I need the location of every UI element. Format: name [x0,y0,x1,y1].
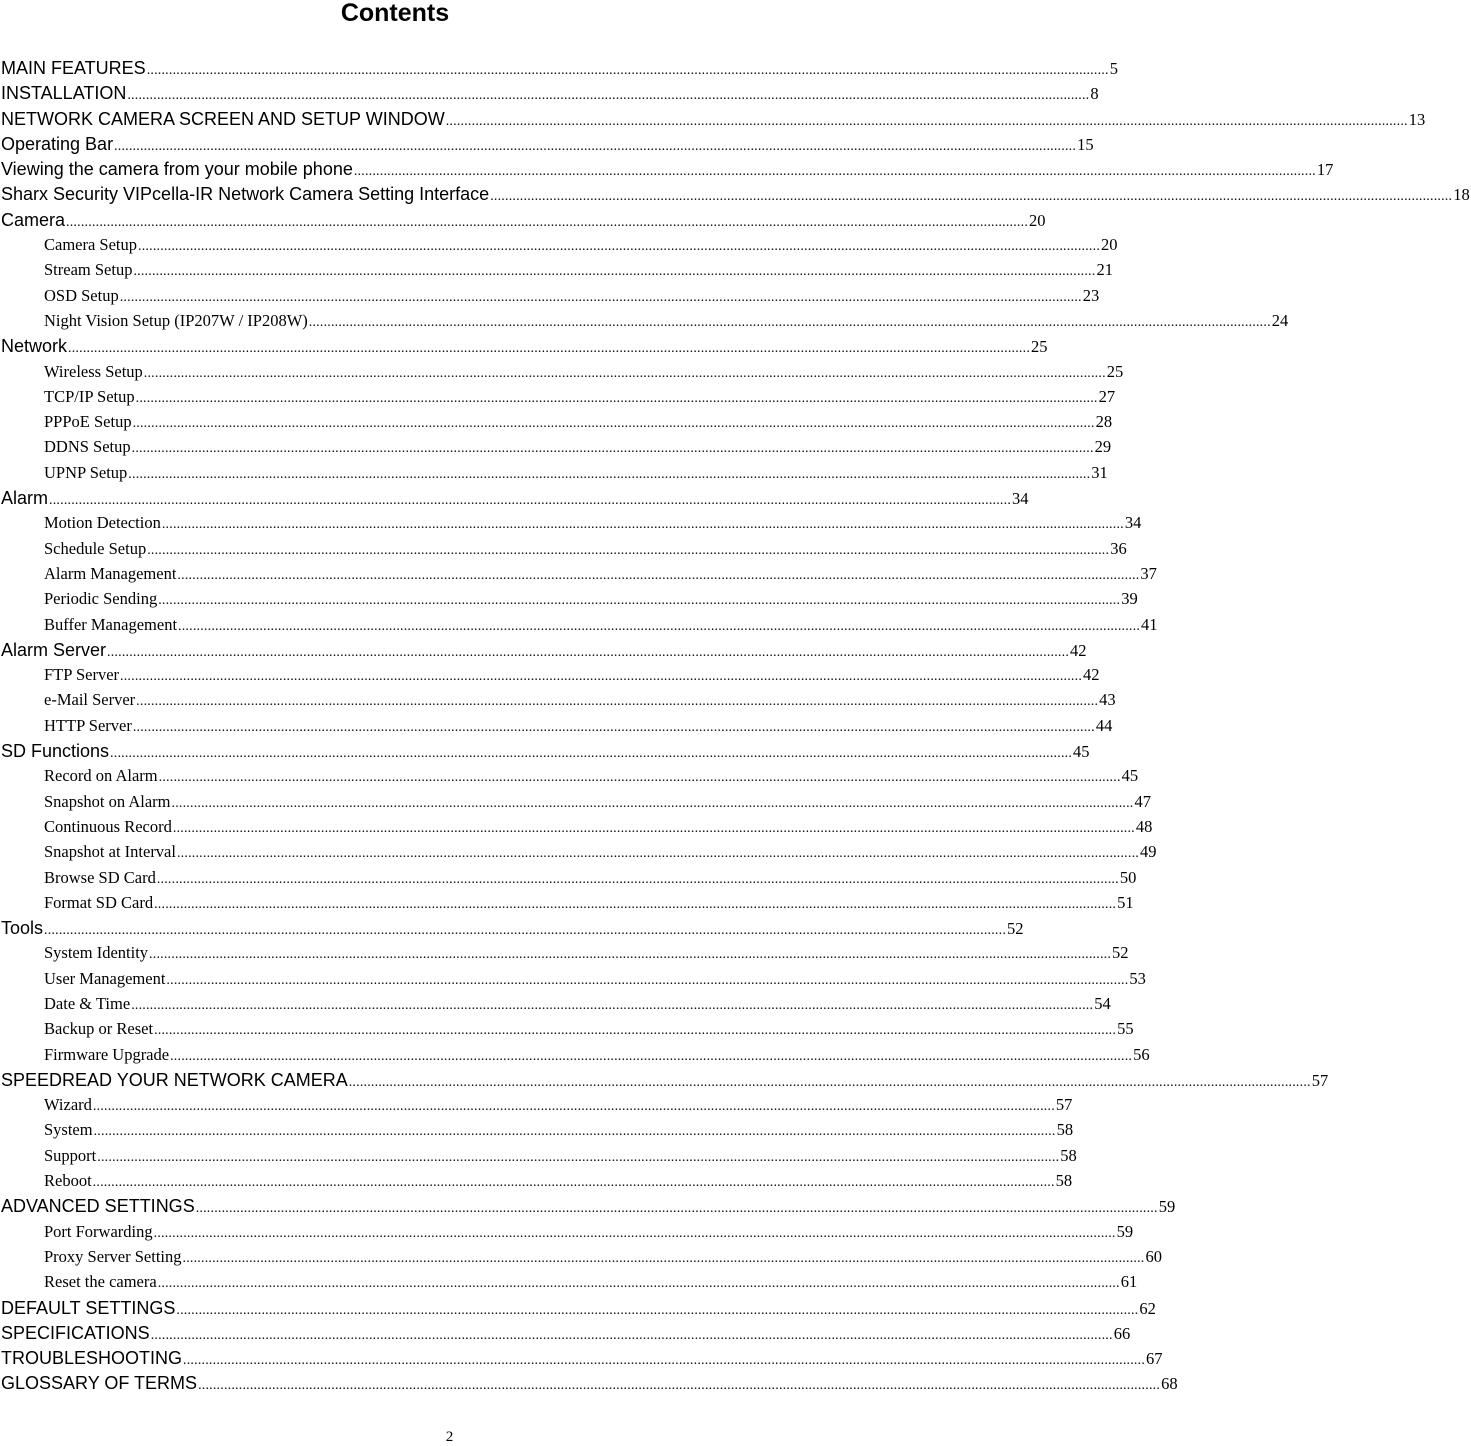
toc-subsection-entry[interactable] [0,614,1158,640]
toc-subsection-entry[interactable] [0,943,1129,968]
toc-entry-page: 42 [1083,665,1100,685]
toc-entry-page: 47 [1134,791,1151,811]
toc-entry-label: Support [44,1145,97,1165]
toc-entry-label: User Management [44,968,166,988]
toc-entry-page: 48 [1135,816,1153,836]
toc-entry-label: Continuous Record [44,816,172,836]
toc-dot-leader: .................................................................................................................................................................................................................................................................... [156,871,1119,887]
toc-entry-label: PPPoE Setup [44,412,132,432]
toc-subsection-entry[interactable] [0,386,1116,412]
toc-entry-label: Alarm Management [44,563,177,583]
toc-subsection-entry[interactable] [0,437,1112,462]
toc-dot-leader: .................................................................................................................................................................................................................................................................... [107,644,1070,660]
toc-entry-page: 66 [1113,1323,1131,1343]
toc-dot-leader: .................................................................................................................................................................................................................................................................... [161,517,1124,533]
toc-subsection-entry[interactable] [0,665,1100,690]
toc-subsection-entry[interactable] [0,968,1146,994]
toc-entry-label: Alarm [1,488,49,509]
toc-section-entry[interactable] [0,108,1426,134]
toc-entry-page: 61 [1120,1272,1138,1292]
toc-entry-label: Snapshot at Interval [44,842,176,862]
toc-dot-leader: .................................................................................................................................................................................................................................................................... [308,314,1271,330]
toc-dot-leader: .................................................................................................................................................................................................................................................................... [68,341,1031,357]
toc-subsection-entry[interactable] [0,1272,1138,1297]
toc-entry-label: Schedule Setup [44,538,147,558]
toc-dot-leader: .................................................................................................................................................................................................................................................................... [178,618,1141,634]
toc-entry-page: 24 [1271,310,1289,330]
toc-entry-page: 17 [1316,160,1334,180]
toc-subsection-entry[interactable] [0,1246,1162,1272]
toc-entry-page: 59 [1158,1197,1176,1217]
toc-entry-label: INSTALLATION [1,83,127,104]
toc-entry-page: 36 [1110,538,1127,558]
toc-subsection-entry[interactable] [0,715,1113,741]
toc-entry-page: 13 [1408,109,1426,129]
toc-entry-page: 45 [1121,766,1139,786]
toc-entry-label: Reboot [44,1171,92,1191]
toc-dot-leader: .................................................................................................................................................................................................................................................................... [44,923,1007,939]
toc-subsection-entry[interactable] [0,260,1113,285]
toc-entry-page: 5 [1109,59,1118,78]
toc-dot-leader: .................................................................................................................................................................................................................................................................... [49,493,1012,509]
toc-entry-page: 67 [1146,1349,1163,1369]
toc-subsection-entry[interactable] [0,1019,1134,1044]
toc-entry-label: DDNS Setup [44,437,131,457]
toc-entry-label: Port Forwarding [44,1221,153,1241]
toc-entry-page: 53 [1129,968,1146,988]
toc-entry-label: MAIN FEATURES [1,58,146,78]
toc-dot-leader: .................................................................................................................................................................................................................................................................... [97,1149,1060,1165]
toc-dot-leader: .................................................................................................................................................................................................................................................................... [92,1175,1055,1191]
toc-entry-page: 25 [1106,361,1124,381]
toc-dot-leader: .................................................................................................................................................................................................................................................................... [147,542,1110,558]
toc-dot-leader: .................................................................................................................................................................................................................................................................... [149,947,1112,963]
toc-section-entry[interactable] [0,209,1046,235]
toc-dot-leader: .................................................................................................................................................................................................................................................................... [93,1124,1056,1140]
toc-dot-leader: .................................................................................................................................................................................................................................................................... [110,746,1073,762]
toc-subsection-entry[interactable] [0,690,1116,715]
toc-entry-label: Stream Setup [44,260,133,280]
toc-subsection-entry[interactable] [0,1120,1074,1145]
toc-entry-label: Alarm Server [1,639,107,660]
toc-entry-label: Snapshot on Alarm [44,791,171,811]
toc-subsection-entry[interactable] [0,361,1124,387]
toc-entry-page: 25 [1031,337,1048,357]
toc-entry-page: 27 [1098,386,1116,406]
toc-dot-leader: .................................................................................................................................................................................................................................................................... [182,1250,1145,1266]
toc-section-entry[interactable] [0,159,1334,184]
toc-dot-leader: .................................................................................................................................................................................................................................................................... [150,1327,1113,1343]
toc-entry-page: 57 [1311,1070,1329,1090]
page-title: Contents [340,0,450,27]
toc-entry-page: 57 [1055,1095,1073,1115]
toc-entry-label: Camera Setup [44,235,138,255]
toc-entry-label: SPEEDREAD YOUR NETWORK CAMERA [1,1069,348,1090]
toc-dot-leader: .................................................................................................................................................................................................................................................................... [198,1378,1161,1394]
toc-entry-label: System Identity [44,943,149,963]
toc-dot-leader: .................................................................................................................................................................................................................................................................... [154,1023,1117,1039]
toc-subsection-entry[interactable] [0,1044,1150,1070]
toc-entry-page: 68 [1161,1374,1178,1394]
toc-dot-leader: .................................................................................................................................................................................................................................................................... [157,1276,1120,1292]
toc-subsection-entry[interactable] [0,235,1118,260]
toc-dot-leader: .................................................................................................................................................................................................................................................................... [131,997,1094,1013]
toc-entry-label: Periodic Sending [44,589,158,609]
toc-section-entry[interactable] [0,488,1029,513]
toc-entry-label: Viewing the camera from your mobile phone [1,159,353,180]
toc-dot-leader: .................................................................................................................................................................................................................................................................... [146,63,1109,78]
toc-entry-label: Motion Detection [44,513,161,533]
toc-dot-leader: .................................................................................................................................................................................................................................................................... [490,189,1453,205]
toc-subsection-entry[interactable] [0,589,1138,614]
toc-entry-page: 42 [1070,640,1087,660]
toc-dot-leader: .................................................................................................................................................................................................................................................................... [120,669,1083,685]
toc-dot-leader: .................................................................................................................................................................................................................................................................... [176,846,1139,862]
toc-entry-label: System [44,1120,93,1140]
toc-entry-page: 15 [1077,134,1094,154]
toc-section-entry[interactable] [0,741,1090,766]
toc-dot-leader: .................................................................................................................................................................................................................................................................... [195,1201,1158,1217]
toc-dot-leader: .................................................................................................................................................................................................................................................................... [143,365,1106,381]
toc-dot-leader: .................................................................................................................................................................................................................................................................... [158,770,1121,786]
toc-entry-label: Network [1,336,68,357]
toc-subsection-entry[interactable] [0,766,1139,791]
toc-dot-leader: .................................................................................................................................................................................................................................................................... [136,694,1099,710]
toc-dot-leader: .................................................................................................................................................................................................................................................................... [132,719,1095,735]
toc-entry-label: Night Vision Setup (IP207W / IP208W) [44,310,308,330]
toc-subsection-entry[interactable] [0,842,1157,867]
toc-entry-page: 8 [1090,84,1099,104]
toc-subsection-entry[interactable] [0,993,1111,1019]
toc-section-entry[interactable] [0,1297,1156,1323]
toc-entry-label: Backup or Reset [44,1019,154,1039]
toc-entry-label: SPECIFICATIONS [1,1322,150,1343]
toc-entry-page: 54 [1094,993,1111,1013]
toc-entry-page: 39 [1121,589,1138,609]
toc-entry-page: 58 [1055,1171,1073,1191]
toc-dot-leader: .................................................................................................................................................................................................................................................................... [177,567,1140,583]
toc-dot-leader: .................................................................................................................................................................................................................................................................... [348,1074,1311,1090]
toc-dot-leader: .................................................................................................................................................................................................................................................................... [158,593,1121,609]
toc-entry-page: 45 [1073,742,1090,762]
toc-dot-leader: .................................................................................................................................................................................................................................................................... [92,1099,1055,1115]
toc-entry-label: SD Functions [1,741,110,762]
toc-entry-page: 49 [1139,842,1157,862]
toc-entry-page: 52 [1007,919,1024,939]
toc-section-entry[interactable] [0,1348,1163,1373]
toc-dot-leader: .................................................................................................................................................................................................................................................................... [172,820,1135,836]
toc-entry-page: 37 [1140,563,1157,583]
toc-entry-label: TROUBLESHOOTING [1,1348,183,1369]
page-number: 2 [445,1429,454,1445]
toc-subsection-entry[interactable] [0,412,1113,437]
toc-entry-page: 58 [1060,1145,1077,1165]
toc-entry-label: Camera [1,209,66,230]
toc-section-entry[interactable] [0,133,1094,159]
toc-dot-leader: .................................................................................................................................................................................................................................................................... [353,164,1316,180]
toc-subsection-entry[interactable] [0,538,1127,564]
toc-entry-label: OSD Setup [44,285,119,305]
toc-entry-page: 51 [1117,892,1134,912]
toc-dot-leader: .................................................................................................................................................................................................................................................................... [153,1225,1116,1241]
toc-entry-label: Tools [1,918,44,939]
toc-subsection-entry[interactable] [0,462,1108,488]
toc-section-entry[interactable] [0,918,1024,943]
toc-subsection-entry[interactable] [0,513,1142,538]
toc-entry-label: e-Mail Server [44,690,136,710]
toc-entry-label: Date & Time [44,993,131,1013]
toc-entry-label: UPNP Setup [44,462,128,482]
toc-subsection-entry[interactable] [0,285,1100,311]
toc-entry-page: 43 [1099,690,1116,710]
toc-entry-page: 34 [1124,513,1142,533]
toc-dot-leader: .................................................................................................................................................................................................................................................................... [170,1048,1133,1064]
table-of-contents [0,58,1470,1399]
toc-entry-label: Sharx Security VIPcella-IR Network Camera Setting Interface [1,184,490,205]
toc-entry-page: 59 [1116,1221,1134,1241]
toc-section-entry[interactable] [0,1069,1329,1095]
toc-entry-label: Record on Alarm [44,766,158,786]
toc-entry-page: 31 [1091,462,1108,482]
toc-entry-page: 28 [1095,412,1113,432]
toc-dot-leader: .................................................................................................................................................................................................................................................................... [171,795,1134,811]
toc-entry-page: 60 [1145,1246,1162,1266]
toc-section-entry[interactable] [0,184,1470,209]
toc-section-entry[interactable] [0,1322,1131,1348]
toc-section-entry[interactable] [0,83,1099,108]
toc-entry-label: DEFAULT SETTINGS [1,1297,176,1318]
toc-entry-page: 29 [1094,437,1112,457]
toc-dot-leader: .................................................................................................................................................................................................................................................................... [133,264,1096,280]
toc-entry-page: 41 [1141,614,1158,634]
toc-entry-label: Format SD Card [44,892,154,912]
toc-dot-leader: .................................................................................................................................................................................................................................................................... [445,113,1408,129]
toc-entry-label: Wireless Setup [44,361,143,381]
toc-subsection-entry[interactable] [0,791,1151,817]
toc-dot-leader: .................................................................................................................................................................................................................................................................... [128,466,1091,482]
toc-dot-leader: .................................................................................................................................................................................................................................................................... [119,289,1082,305]
toc-subsection-entry[interactable] [0,1171,1073,1196]
toc-entry-page: 20 [1101,235,1118,255]
toc-dot-leader: .................................................................................................................................................................................................................................................................... [166,972,1129,988]
toc-subsection-entry[interactable] [0,1095,1073,1120]
toc-dot-leader: .................................................................................................................................................................................................................................................................... [176,1302,1139,1318]
toc-entry-label: Browse SD Card [44,867,156,887]
toc-dot-leader: .................................................................................................................................................................................................................................................................... [131,441,1094,457]
toc-entry-page: 52 [1112,943,1129,963]
toc-entry-label: FTP Server [44,665,120,685]
toc-entry-page: 23 [1082,285,1100,305]
toc-dot-leader: .................................................................................................................................................................................................................................................................... [114,138,1077,154]
toc-dot-leader: .................................................................................................................................................................................................................................................................... [132,416,1095,432]
toc-dot-leader: .................................................................................................................................................................................................................................................................... [154,896,1117,912]
toc-entry-label: HTTP Server [44,715,132,735]
toc-dot-leader: .................................................................................................................................................................................................................................................................... [66,214,1029,230]
toc-entry-label: ADVANCED SETTINGS [1,1196,195,1217]
toc-subsection-entry[interactable] [0,310,1289,336]
toc-dot-leader: .................................................................................................................................................................................................................................................................... [138,239,1101,255]
toc-subsection-entry[interactable] [0,867,1137,893]
toc-entry-label: TCP/IP Setup [44,386,135,406]
toc-section-entry[interactable] [0,639,1087,665]
toc-entry-page: 18 [1453,185,1470,205]
toc-subsection-entry[interactable] [0,892,1134,918]
toc-subsection-entry[interactable] [0,563,1157,589]
toc-entry-label: Wizard [44,1095,92,1115]
toc-entry-label: Reset the camera [44,1272,157,1292]
toc-entry-page: 44 [1095,715,1113,735]
toc-dot-leader: .................................................................................................................................................................................................................................................................... [135,390,1098,406]
toc-subsection-entry[interactable] [0,816,1153,842]
toc-entry-page: 34 [1012,489,1029,509]
toc-entry-page: 62 [1139,1298,1156,1318]
toc-entry-page: 58 [1056,1120,1074,1140]
toc-section-entry[interactable] [0,336,1048,361]
toc-section-entry[interactable] [0,58,1118,83]
toc-entry-label: Firmware Upgrade [44,1044,170,1064]
toc-dot-leader: .................................................................................................................................................................................................................................................................... [127,88,1090,104]
toc-entry-page: 50 [1119,867,1137,887]
toc-entry-page: 56 [1133,1044,1150,1064]
toc-entry-label: Buffer Management [44,614,178,634]
toc-section-entry[interactable] [0,1196,1176,1221]
toc-entry-label: NETWORK CAMERA SCREEN AND SETUP WINDOW [1,108,445,129]
toc-entry-label: Operating Bar [1,133,114,154]
toc-section-entry[interactable] [0,1373,1178,1398]
toc-entry-page: 55 [1117,1019,1134,1039]
toc-entry-page: 20 [1029,210,1046,230]
toc-subsection-entry[interactable] [0,1145,1077,1171]
toc-subsection-entry[interactable] [0,1221,1134,1247]
toc-entry-label: Proxy Server Setting [44,1246,182,1266]
toc-entry-label: GLOSSARY OF TERMS [1,1373,198,1394]
toc-entry-page: 21 [1096,260,1113,280]
toc-dot-leader: .................................................................................................................................................................................................................................................................... [183,1353,1146,1369]
